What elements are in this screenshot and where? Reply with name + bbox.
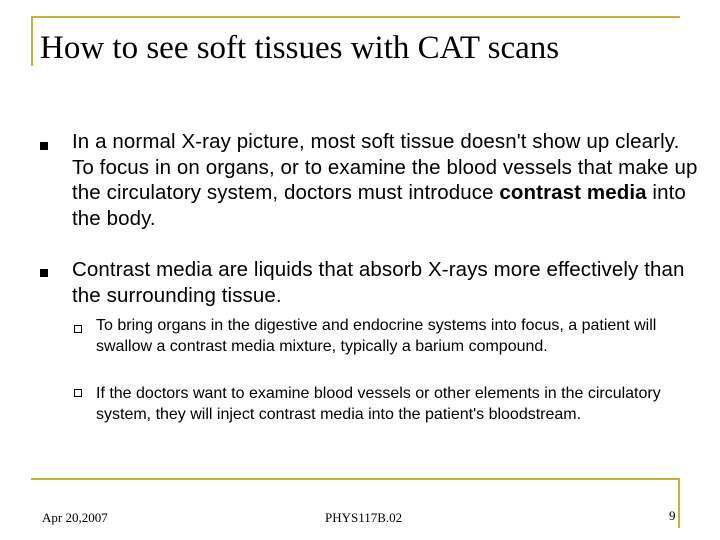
- footer-date: Apr 20,2007: [42, 510, 108, 525]
- frame-right-rule: [678, 478, 680, 528]
- sub-bullet-hollow-square-icon: [74, 389, 82, 397]
- bullet-1-bold-term: contrast media: [499, 181, 647, 204]
- slide-title: How to see soft tissues with CAT scans: [40, 30, 560, 66]
- bullet-1-part-3: into the body.: [72, 181, 686, 230]
- bullet-1-part-1: In a normal X-ray picture, most soft tissue doesn't show up clearly. To focus in on organs, or to examine the blood vessels that make up the circulatory system, doctors must introduce: [72, 130, 698, 204]
- frame-bottom-rule: [31, 478, 680, 480]
- bullet-text-1: [72, 129, 702, 231]
- sub-bullet-hollow-square-icon: [74, 325, 82, 333]
- bullet-square-icon: [40, 269, 48, 277]
- frame-top-rule: [31, 16, 680, 18]
- bullet-text-2: [72, 257, 702, 308]
- footer-page-number: 9: [669, 508, 676, 523]
- sub-bullet-text-1: To bring organs in the digestive and endocrine systems into focus, a patient will swallow a contrast media mixture, typically a barium compound.: [96, 317, 657, 355]
- sub-bullet-text-2: If the doctors want to examine blood vessels or other elements in the circulatory system, they will inject contrast media into the patient's bloodstream.: [96, 385, 661, 423]
- frame-left-rule: [31, 16, 33, 66]
- bullet-square-icon: [40, 142, 48, 150]
- bullet-2-text: Contrast media are liquids that absorb X-rays more effectively than the surrounding tissue.: [72, 258, 685, 307]
- footer-course: PHYS117B.02: [325, 510, 403, 525]
